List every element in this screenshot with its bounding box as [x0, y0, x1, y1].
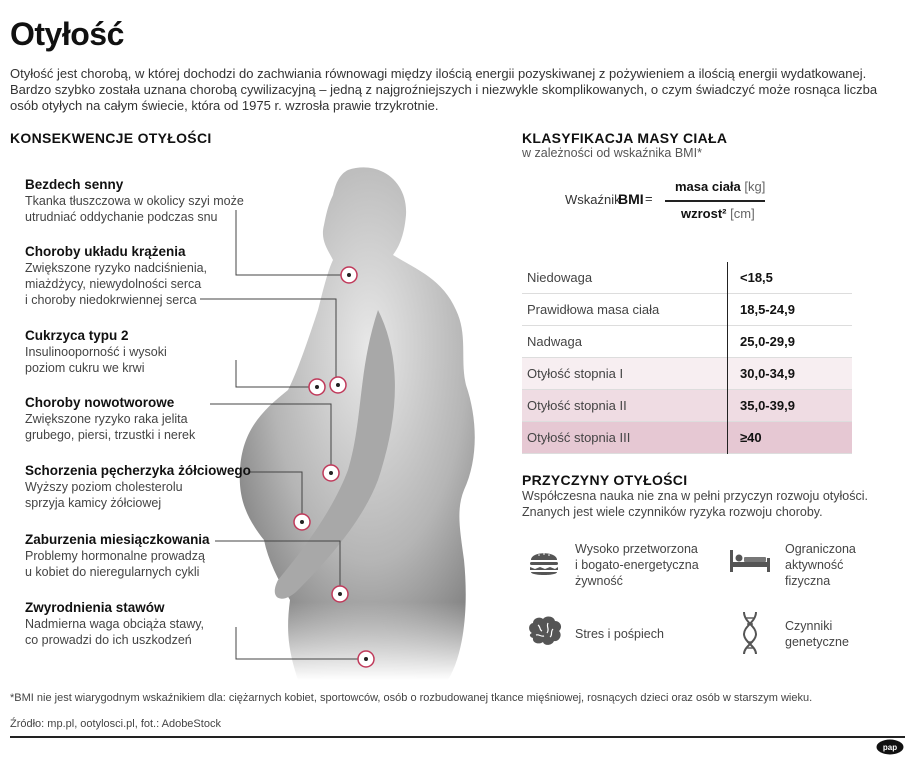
- source-text: Źródło: mp.pl, ootylosci.pl, fot.: AdobeStock: [10, 718, 221, 730]
- causes-heading: PRZYCZYNY OTYŁOŚCI: [522, 472, 688, 488]
- bmi-table: [522, 262, 852, 454]
- bmi-row-label: Otyłość stopnia II: [522, 390, 728, 422]
- formula-numerator: masa ciała [kg]: [675, 179, 766, 194]
- bmi-row: [522, 390, 852, 422]
- marker-stawy: [358, 651, 374, 667]
- bmi-formula: [565, 176, 815, 226]
- bmi-row-label: Niedowaga: [522, 262, 728, 294]
- marker-nowotwory: [323, 465, 339, 481]
- formula-denominator: wzrost² [cm]: [681, 206, 755, 221]
- consequence-item: Choroby układu krążenia Zwiększone ryzyko nadciśnienia, miażdżycy, niewydolności serca i choroby niedokrwiennej serca: [25, 244, 208, 307]
- bmi-row-label: Otyłość stopnia III: [522, 422, 728, 454]
- bmi-row: [522, 326, 852, 358]
- formula-bmi: BMI: [618, 191, 644, 207]
- bmi-subheading: w zależności od wskaźnika BMI*: [522, 146, 702, 160]
- bmi-row: [522, 422, 852, 454]
- marker-bezdech: [341, 267, 357, 283]
- dna-icon: [740, 610, 760, 656]
- bed-icon: [728, 548, 772, 574]
- leader-zolc: [250, 472, 302, 520]
- footnote: *BMI nie jest wiarygodnym wskaźnikiem dla: ciężarnych kobiet, sportowców, osób o rozbudowanej tkance mięśniowej, rosnących dzieci oraz osób w starszym wieku.: [10, 692, 813, 704]
- cause-genetics: Czynniki genetyczne: [785, 619, 849, 649]
- svg-text:pap: pap: [882, 743, 898, 752]
- bottom-divider: [10, 736, 905, 738]
- bmi-row-label: Otyłość stopnia I: [522, 358, 728, 390]
- consequence-item: Cukrzyca typu 2 Insulinooporność i wysoki poziom cukru we krwi: [25, 328, 167, 375]
- page-title: Otyłość: [10, 16, 124, 52]
- leader-stawy: [236, 627, 366, 659]
- marker-cukrzyca: [309, 379, 325, 395]
- consequence-item: Zwyrodnienia stawów Nadmierna waga obciąża stawy, co prowadzi do ich uszkodzeń: [25, 600, 205, 647]
- bmi-row-value: <18,5: [740, 270, 773, 285]
- fraction-line: [665, 200, 765, 202]
- bmi-row-label: Nadwaga: [522, 326, 728, 358]
- burger-icon: [527, 545, 561, 579]
- formula-prefix: Wskaźnik: [565, 192, 621, 207]
- marker-krazenie: [330, 377, 346, 393]
- consequence-item: Choroby nowotworowe Zwiększone ryzyko raka jelita grubego, piersi, trzustki i nerek: [25, 395, 196, 442]
- bmi-row-value: 25,0-29,9: [740, 334, 795, 349]
- pap-logo: [876, 739, 904, 755]
- marker-miesiaczki: [332, 586, 348, 602]
- bmi-row-value: ≥40: [740, 430, 762, 445]
- marker-zolc: [294, 514, 310, 530]
- bmi-row-value: 35,0-39,9: [740, 398, 795, 413]
- consequences-heading: KONSEKWENCJE OTYŁOŚCI: [10, 130, 212, 146]
- bmi-row: [522, 294, 852, 326]
- cause-stress: Stres i pośpiech: [575, 627, 664, 641]
- brain-icon: [526, 615, 564, 649]
- bmi-row-value: 18,5-24,9: [740, 302, 795, 317]
- bmi-row: [522, 358, 852, 390]
- consequence-item: Schorzenia pęcherzyka żółciowego Wyższy poziom cholesterolu sprzyja kamicy żółciowej: [25, 463, 251, 510]
- bmi-row-label: Prawidłowa masa ciała: [522, 294, 728, 326]
- consequence-item: Zaburzenia miesiączkowania Problemy hormonalne prowadzą u kobiet do nieregularnych cykli: [25, 532, 210, 579]
- cause-food: Wysoko przetworzona i bogato-energetyczna żywność: [575, 542, 699, 588]
- causes-subheading: Współczesna nauka nie zna w pełni przyczyn rozwoju otyłości. Znanych jest wiele czynników ryzyka rozwoju choroby.: [522, 489, 868, 519]
- cause-inactivity: Ograniczona aktywność fizyczna: [785, 542, 856, 588]
- bmi-row-value: 30,0-34,9: [740, 366, 795, 381]
- bmi-row: [522, 262, 852, 294]
- consequence-item: Bezdech senny Tkanka tłuszczowa w okolicy szyi może utrudniać oddychanie podczas snu: [25, 177, 244, 224]
- bmi-heading: KLASYFIKACJA MASY CIAŁA: [522, 130, 728, 146]
- intro-text: Otyłość jest chorobą, w której dochodzi do zachwiania równowagi między ilością energii pozyskiwanej z pożywieniem a ilością energii wydatkowanej. Bardzo szybko została uznana chorobą cywilizacyjną – jedną z najgroźniejszych i niezwykle skomplikowanych, o czym świadczyć może rosnąca liczba osób otyłych na całym świecie, która od 1975 r. wzrosła prawie trzykrotnie.: [10, 66, 878, 113]
- formula-equals: =: [645, 191, 653, 206]
